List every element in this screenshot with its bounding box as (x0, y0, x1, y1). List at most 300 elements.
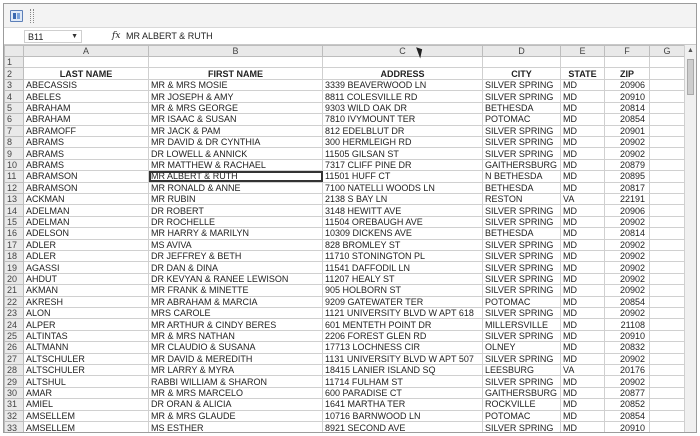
cell[interactable] (650, 250, 685, 261)
first-name-cell[interactable]: MR DAVID & MEREDITH (149, 353, 323, 364)
table-row (5, 193, 685, 204)
first-name-cell[interactable]: RABBI WILLIAM & SHARON (149, 376, 323, 387)
formula-input[interactable]: MR ALBERT & RUTH (126, 31, 213, 41)
header-cell[interactable] (650, 68, 685, 79)
state-cell[interactable]: MD (561, 239, 605, 250)
city-cell[interactable]: SILVER SPRING (483, 79, 561, 90)
address-cell[interactable]: 600 PARADISE CT (323, 387, 483, 398)
address-cell[interactable]: 8811 COLESVILLE RD (323, 91, 483, 102)
row-header[interactable]: 33 (5, 422, 24, 433)
last-name-cell[interactable]: AHDUT (24, 273, 149, 284)
scrollbar-thumb[interactable] (687, 59, 694, 95)
state-cell[interactable]: VA (561, 193, 605, 204)
cell[interactable] (650, 308, 685, 319)
last-name-cell[interactable]: AMSELLEM (24, 410, 149, 421)
cell[interactable] (650, 285, 685, 296)
address-cell[interactable]: 7317 CLIFF PINE DR (323, 159, 483, 170)
state-cell[interactable]: MD (561, 342, 605, 353)
scroll-up-icon[interactable]: ▲ (687, 47, 694, 54)
vertical-scrollbar[interactable] (684, 45, 696, 433)
state-cell[interactable]: MD (561, 148, 605, 159)
state-cell[interactable]: VA (561, 365, 605, 376)
city-cell[interactable]: BETHESDA (483, 102, 561, 113)
cell[interactable] (24, 57, 149, 68)
state-cell[interactable]: MD (561, 387, 605, 398)
first-name-cell[interactable]: MR ISAAC & SUSAN (149, 114, 323, 125)
header-cell[interactable]: CITY (483, 68, 561, 79)
address-cell[interactable]: 2206 FOREST GLEN RD (323, 330, 483, 341)
row-header[interactable]: 1 (5, 57, 24, 68)
table-row (5, 262, 685, 273)
first-name-cell[interactable]: DR ROBERT (149, 205, 323, 216)
address-cell[interactable]: 3148 HEWITT AVE (323, 205, 483, 216)
zip-cell[interactable]: 20902 (605, 273, 650, 284)
cell[interactable] (650, 171, 685, 182)
row-header[interactable]: 10 (5, 159, 24, 170)
cell[interactable] (650, 148, 685, 159)
function-icon[interactable]: fx (112, 31, 121, 41)
row-header[interactable]: 16 (5, 228, 24, 239)
row-header[interactable]: 8 (5, 136, 24, 147)
last-name-cell[interactable]: ABRAMS (24, 159, 149, 170)
zip-cell[interactable]: 20902 (605, 216, 650, 227)
last-name-cell[interactable]: ABRAMOFF (24, 125, 149, 136)
table-row (5, 216, 685, 227)
cell[interactable] (650, 273, 685, 284)
city-cell[interactable]: OLNEY (483, 342, 561, 353)
first-name-cell[interactable]: MR MATTHEW & RACHAEL (149, 159, 323, 170)
last-name-cell[interactable]: ABRAMS (24, 148, 149, 159)
cell[interactable] (650, 205, 685, 216)
city-cell[interactable]: POTOMAC (483, 410, 561, 421)
address-cell[interactable]: 3339 BEAVERWOOD LN (323, 79, 483, 90)
row-header[interactable]: 6 (5, 114, 24, 125)
state-cell[interactable]: MD (561, 136, 605, 147)
first-name-cell[interactable]: MS ESTHER (149, 422, 323, 433)
column-header-E[interactable]: E (561, 46, 605, 57)
cell[interactable] (650, 114, 685, 125)
city-cell[interactable]: SILVER SPRING (483, 376, 561, 387)
address-cell[interactable]: 812 EDELBLUT DR (323, 125, 483, 136)
first-name-cell[interactable]: MR ALBERT & RUTH (149, 171, 323, 182)
table-row (5, 239, 685, 250)
address-cell[interactable]: 18415 LANIER ISLAND SQ (323, 365, 483, 376)
state-cell[interactable]: MD (561, 250, 605, 261)
row-header[interactable]: 19 (5, 262, 24, 273)
address-cell[interactable]: 9303 WILD OAK DR (323, 102, 483, 113)
zip-cell[interactable]: 20832 (605, 342, 650, 353)
last-name-cell[interactable]: ADELMAN (24, 205, 149, 216)
city-cell[interactable]: RESTON (483, 193, 561, 204)
last-name-cell[interactable]: ALTSHUL (24, 376, 149, 387)
cell[interactable] (650, 91, 685, 102)
address-cell[interactable]: 8921 SECOND AVE (323, 422, 483, 433)
zip-cell[interactable]: 20902 (605, 250, 650, 261)
state-cell[interactable]: MD (561, 262, 605, 273)
address-cell[interactable]: 11501 HUFF CT (323, 171, 483, 182)
table-row (5, 159, 685, 170)
state-cell[interactable]: MD (561, 353, 605, 364)
zip-cell[interactable]: 20902 (605, 308, 650, 319)
city-cell[interactable]: SILVER SPRING (483, 330, 561, 341)
first-name-cell[interactable]: MR RUBIN (149, 193, 323, 204)
zip-cell[interactable]: 20902 (605, 136, 650, 147)
zip-cell[interactable]: 20902 (605, 148, 650, 159)
zip-cell[interactable]: 20854 (605, 114, 650, 125)
column-header-G[interactable]: G (650, 46, 685, 57)
city-cell[interactable]: BETHESDA (483, 182, 561, 193)
row-header[interactable]: 28 (5, 365, 24, 376)
spreadsheet-app-icon[interactable] (10, 10, 23, 22)
first-name-cell[interactable]: DR ORAN & ALICIA (149, 399, 323, 410)
address-cell[interactable]: 9209 GATEWATER TER (323, 296, 483, 307)
city-cell[interactable]: SILVER SPRING (483, 273, 561, 284)
table-row (5, 365, 685, 376)
first-name-cell[interactable]: MR LARRY & MYRA (149, 365, 323, 376)
select-all-corner[interactable] (5, 46, 24, 57)
first-name-cell[interactable]: MR ABRAHAM & MARCIA (149, 296, 323, 307)
zip-cell[interactable]: 20879 (605, 159, 650, 170)
row-header[interactable]: 14 (5, 205, 24, 216)
last-name-cell[interactable]: AKMAN (24, 285, 149, 296)
header-cell[interactable]: FIRST NAME (149, 68, 323, 79)
last-name-cell[interactable]: AGASSI (24, 262, 149, 273)
row-header[interactable]: 7 (5, 125, 24, 136)
last-name-cell[interactable]: ABECASSIS (24, 79, 149, 90)
table-row (5, 148, 685, 159)
row-header[interactable]: 21 (5, 285, 24, 296)
zip-cell[interactable]: 20814 (605, 228, 650, 239)
address-cell[interactable]: 905 HOLBORN ST (323, 285, 483, 296)
city-cell[interactable]: SILVER SPRING (483, 250, 561, 261)
formula-bar (4, 28, 696, 45)
state-cell[interactable]: MD (561, 296, 605, 307)
cell[interactable] (650, 319, 685, 330)
first-name-cell[interactable]: DR LOWELL & ANNICK (149, 148, 323, 159)
cell[interactable] (650, 57, 685, 68)
state-cell[interactable]: MD (561, 410, 605, 421)
cell[interactable] (650, 422, 685, 433)
state-cell[interactable]: MD (561, 79, 605, 90)
zip-cell[interactable]: 22191 (605, 193, 650, 204)
address-cell[interactable]: 11714 FULHAM ST (323, 376, 483, 387)
city-cell[interactable]: SILVER SPRING (483, 239, 561, 250)
first-name-cell[interactable]: MR JOSEPH & AMY (149, 91, 323, 102)
cell[interactable] (561, 57, 605, 68)
state-cell[interactable]: MD (561, 102, 605, 113)
last-name-cell[interactable]: ABRAMS (24, 136, 149, 147)
row-header[interactable]: 29 (5, 376, 24, 387)
state-cell[interactable]: MD (561, 125, 605, 136)
first-name-cell[interactable]: MS AVIVA (149, 239, 323, 250)
zip-cell[interactable]: 20910 (605, 330, 650, 341)
address-cell[interactable]: 10716 BARNWOOD LN (323, 410, 483, 421)
zip-cell[interactable]: 20176 (605, 365, 650, 376)
city-cell[interactable]: ROCKVILLE (483, 399, 561, 410)
address-cell[interactable]: 1641 MARTHA TER (323, 399, 483, 410)
table-row (5, 308, 685, 319)
city-cell[interactable]: POTOMAC (483, 296, 561, 307)
cell[interactable] (650, 342, 685, 353)
address-cell[interactable]: 1131 UNIVERSITY BLVD W APT 507 (323, 353, 483, 364)
row-header[interactable]: 24 (5, 319, 24, 330)
cell[interactable] (650, 376, 685, 387)
row-header[interactable]: 9 (5, 148, 24, 159)
city-cell[interactable]: N BETHESDA (483, 171, 561, 182)
city-cell[interactable]: SILVER SPRING (483, 422, 561, 433)
last-name-cell[interactable]: ADLER (24, 239, 149, 250)
state-cell[interactable]: MD (561, 228, 605, 239)
cell[interactable] (650, 125, 685, 136)
last-name-cell[interactable]: ALPER (24, 319, 149, 330)
row-header[interactable]: 31 (5, 399, 24, 410)
row-header[interactable]: 25 (5, 330, 24, 341)
row-header[interactable]: 15 (5, 216, 24, 227)
last-name-cell[interactable]: ALTSCHULER (24, 353, 149, 364)
last-name-cell[interactable]: ABRAMSON (24, 171, 149, 182)
cell[interactable] (650, 410, 685, 421)
city-cell[interactable]: POTOMAC (483, 114, 561, 125)
header-cell[interactable]: LAST NAME (24, 68, 149, 79)
address-cell[interactable]: 7810 IVYMOUNT TER (323, 114, 483, 125)
last-name-cell[interactable]: ALTMANN (24, 342, 149, 353)
last-name-cell[interactable]: AMSELLEM (24, 422, 149, 433)
last-name-cell[interactable]: ADELMAN (24, 216, 149, 227)
city-cell[interactable]: GAITHERSBURG (483, 387, 561, 398)
city-cell[interactable]: SILVER SPRING (483, 216, 561, 227)
last-name-cell[interactable]: ADELSON (24, 228, 149, 239)
address-cell[interactable]: 11504 OREBAUGH AVE (323, 216, 483, 227)
cell[interactable] (650, 159, 685, 170)
cell[interactable] (149, 57, 323, 68)
toolbar-grip-icon[interactable] (30, 9, 34, 23)
cell[interactable] (650, 228, 685, 239)
zip-cell[interactable]: 20854 (605, 296, 650, 307)
city-cell[interactable]: SILVER SPRING (483, 353, 561, 364)
row-header[interactable]: 13 (5, 193, 24, 204)
city-cell[interactable]: GAITHERSBURG (483, 159, 561, 170)
state-cell[interactable]: MD (561, 114, 605, 125)
cell[interactable] (483, 57, 561, 68)
address-cell[interactable]: 11207 HEALY ST (323, 273, 483, 284)
cell[interactable] (650, 399, 685, 410)
zip-cell[interactable]: 20877 (605, 387, 650, 398)
state-cell[interactable]: MD (561, 376, 605, 387)
state-cell[interactable]: MD (561, 159, 605, 170)
city-cell[interactable]: BETHESDA (483, 228, 561, 239)
first-name-cell[interactable]: DR ROCHELLE (149, 216, 323, 227)
state-cell[interactable]: MD (561, 308, 605, 319)
first-name-cell[interactable]: MR & MRS MARCELO (149, 387, 323, 398)
cell[interactable] (650, 239, 685, 250)
row-header[interactable]: 3 (5, 79, 24, 90)
cell[interactable] (650, 182, 685, 193)
city-cell[interactable]: SILVER SPRING (483, 308, 561, 319)
zip-cell[interactable]: 20852 (605, 399, 650, 410)
cell[interactable] (650, 79, 685, 90)
last-name-cell[interactable]: ALTSCHULER (24, 365, 149, 376)
column-header-C[interactable]: C (323, 46, 483, 57)
first-name-cell[interactable]: DR JEFFREY & BETH (149, 250, 323, 261)
zip-cell[interactable]: 20910 (605, 91, 650, 102)
cell[interactable] (605, 57, 650, 68)
row-header[interactable]: 11 (5, 171, 24, 182)
table-row (5, 205, 685, 216)
zip-cell[interactable]: 20902 (605, 353, 650, 364)
row-header[interactable]: 18 (5, 250, 24, 261)
address-cell[interactable]: 17713 LOCHNESS CIR (323, 342, 483, 353)
zip-cell[interactable]: 20814 (605, 102, 650, 113)
first-name-cell[interactable]: MR CLAUDIO & SUSANA (149, 342, 323, 353)
cell[interactable] (650, 193, 685, 204)
cell[interactable] (650, 353, 685, 364)
first-name-cell[interactable]: DR DAN & DINA (149, 262, 323, 273)
state-cell[interactable]: MD (561, 422, 605, 433)
first-name-cell[interactable]: MR RONALD & ANNE (149, 182, 323, 193)
state-cell[interactable]: MD (561, 330, 605, 341)
first-name-cell[interactable]: MR & MRS MOSIE (149, 79, 323, 90)
table-header-row (5, 68, 685, 79)
city-cell[interactable]: SILVER SPRING (483, 205, 561, 216)
cell[interactable] (650, 296, 685, 307)
first-name-cell[interactable]: MR JACK & PAM (149, 125, 323, 136)
header-cell[interactable]: ADDRESS (323, 68, 483, 79)
cell[interactable] (650, 136, 685, 147)
row-header[interactable]: 23 (5, 308, 24, 319)
cell[interactable] (650, 365, 685, 376)
zip-cell[interactable]: 20902 (605, 239, 650, 250)
cell[interactable] (650, 262, 685, 273)
zip-cell[interactable]: 20902 (605, 262, 650, 273)
address-cell[interactable]: 11710 STONINGTON PL (323, 250, 483, 261)
address-cell[interactable]: 1121 UNIVERSITY BLVD W APT 618 (323, 308, 483, 319)
last-name-cell[interactable]: AMIEL (24, 399, 149, 410)
first-name-cell[interactable]: MR & MRS NATHAN (149, 330, 323, 341)
cell[interactable] (323, 57, 483, 68)
city-cell[interactable]: SILVER SPRING (483, 91, 561, 102)
city-cell[interactable]: SILVER SPRING (483, 125, 561, 136)
first-name-cell[interactable]: MR HARRY & MARILYN (149, 228, 323, 239)
table-row (5, 319, 685, 330)
cell[interactable] (650, 387, 685, 398)
table-row (5, 353, 685, 364)
row-header[interactable]: 30 (5, 387, 24, 398)
address-cell[interactable]: 300 HERMLEIGH RD (323, 136, 483, 147)
table-row (5, 387, 685, 398)
last-name-cell[interactable]: ABRAHAM (24, 102, 149, 113)
address-cell[interactable]: 11541 DAFFODIL LN (323, 262, 483, 273)
first-name-cell[interactable]: DR KEVYAN & RANEE LEWISON (149, 273, 323, 284)
row-header[interactable]: 4 (5, 91, 24, 102)
city-cell[interactable]: MILLERSVILLE (483, 319, 561, 330)
city-cell[interactable]: SILVER SPRING (483, 136, 561, 147)
address-cell[interactable]: 11505 GILSAN ST (323, 148, 483, 159)
zip-cell[interactable]: 20906 (605, 79, 650, 90)
state-cell[interactable]: MD (561, 182, 605, 193)
city-cell[interactable]: SILVER SPRING (483, 262, 561, 273)
state-cell[interactable]: MD (561, 273, 605, 284)
city-cell[interactable]: SILVER SPRING (483, 285, 561, 296)
column-header-D[interactable]: D (483, 46, 561, 57)
table-row (5, 410, 685, 421)
row-header[interactable]: 32 (5, 410, 24, 421)
state-cell[interactable]: MD (561, 319, 605, 330)
table-row (5, 136, 685, 147)
header-cell[interactable]: STATE (561, 68, 605, 79)
row-header[interactable]: 5 (5, 102, 24, 113)
last-name-cell[interactable]: ABELES (24, 91, 149, 102)
address-cell[interactable]: 601 MENTETH POINT DR (323, 319, 483, 330)
state-cell[interactable]: MD (561, 205, 605, 216)
zip-cell[interactable]: 20901 (605, 125, 650, 136)
last-name-cell[interactable]: ALON (24, 308, 149, 319)
row-header[interactable]: 20 (5, 273, 24, 284)
table-row (5, 171, 685, 182)
city-cell[interactable]: LEESBURG (483, 365, 561, 376)
first-name-cell[interactable]: MR DAVID & DR CYNTHIA (149, 136, 323, 147)
last-name-cell[interactable]: ADLER (24, 250, 149, 261)
row-header[interactable]: 26 (5, 342, 24, 353)
state-cell[interactable]: MD (561, 285, 605, 296)
address-cell[interactable]: 7100 NATELLI WOODS LN (323, 182, 483, 193)
zip-cell[interactable]: 21108 (605, 319, 650, 330)
first-name-cell[interactable]: MR & MRS GLAUDE (149, 410, 323, 421)
name-box-value: B11 (28, 32, 44, 42)
column-header-A[interactable]: A (24, 46, 149, 57)
last-name-cell[interactable]: ACKMAN (24, 193, 149, 204)
row-header[interactable]: 17 (5, 239, 24, 250)
column-header-B[interactable]: B (149, 46, 323, 57)
column-header-F[interactable]: F (605, 46, 650, 57)
state-cell[interactable]: MD (561, 91, 605, 102)
address-cell[interactable]: 2138 S BAY LN (323, 193, 483, 204)
row-header[interactable]: 12 (5, 182, 24, 193)
name-box[interactable] (24, 30, 82, 43)
cell[interactable] (650, 102, 685, 113)
zip-cell[interactable]: 20854 (605, 410, 650, 421)
first-name-cell[interactable]: MRS CAROLE (149, 308, 323, 319)
last-name-cell[interactable]: ABRAHAM (24, 114, 149, 125)
header-cell[interactable]: ZIP (605, 68, 650, 79)
last-name-cell[interactable]: ABRAMSON (24, 182, 149, 193)
row-header[interactable]: 27 (5, 353, 24, 364)
first-name-cell[interactable]: MR & MRS GEORGE (149, 102, 323, 113)
first-name-cell[interactable]: MR FRANK & MINETTE (149, 285, 323, 296)
zip-cell[interactable]: 20902 (605, 285, 650, 296)
last-name-cell[interactable]: AMAR (24, 387, 149, 398)
address-cell[interactable]: 10309 DICKENS AVE (323, 228, 483, 239)
zip-cell[interactable]: 20817 (605, 182, 650, 193)
zip-cell[interactable]: 20895 (605, 171, 650, 182)
cell[interactable] (650, 330, 685, 341)
address-cell[interactable]: 828 BROMLEY ST (323, 239, 483, 250)
chevron-down-icon[interactable]: ▼ (71, 33, 78, 40)
first-name-cell[interactable]: MR ARTHUR & CINDY BERES (149, 319, 323, 330)
row-header[interactable]: 2 (5, 68, 24, 79)
table-row (5, 273, 685, 284)
row-header[interactable]: 22 (5, 296, 24, 307)
last-name-cell[interactable]: AKRESH (24, 296, 149, 307)
city-cell[interactable]: SILVER SPRING (483, 148, 561, 159)
zip-cell[interactable]: 20910 (605, 422, 650, 433)
zip-cell[interactable]: 20902 (605, 376, 650, 387)
zip-cell[interactable]: 20906 (605, 205, 650, 216)
state-cell[interactable]: MD (561, 399, 605, 410)
cell[interactable] (650, 216, 685, 227)
state-cell[interactable]: MD (561, 216, 605, 227)
state-cell[interactable]: MD (561, 171, 605, 182)
last-name-cell[interactable]: ALTINTAS (24, 330, 149, 341)
